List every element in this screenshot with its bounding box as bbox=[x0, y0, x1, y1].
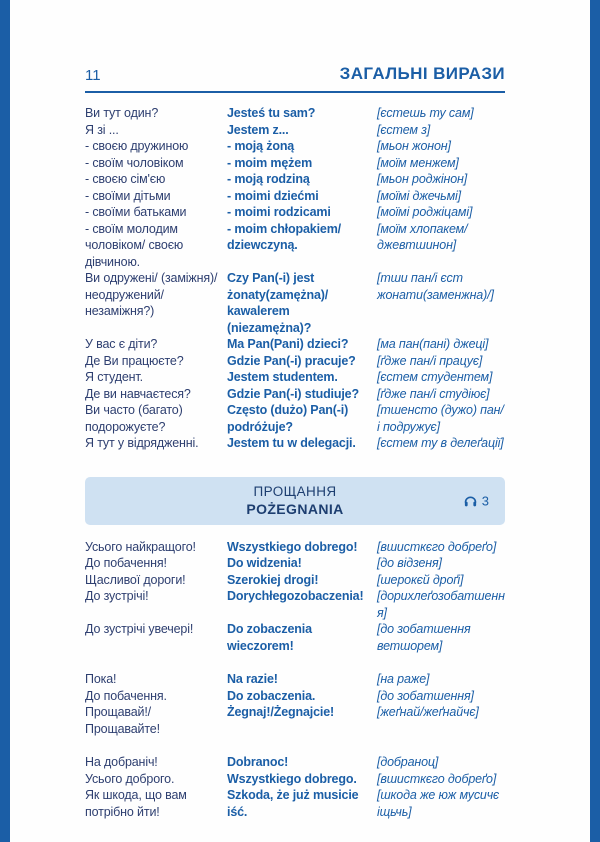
pronunciation-text: [ґдже пан/і студіює] bbox=[377, 386, 490, 401]
banner-title-uk: ПРОЩАННЯ bbox=[253, 483, 337, 499]
polish-phrase: Do widzenia! bbox=[227, 556, 302, 570]
audio-indicator bbox=[463, 493, 489, 508]
pronunciation-text: [шкода же юж мусичє іщьчь] bbox=[377, 788, 500, 819]
pronunciation-text: [моїмі джечьмі] bbox=[377, 188, 461, 203]
phrase-row bbox=[85, 188, 505, 205]
polish-phrase: Jestem z... bbox=[227, 122, 289, 137]
pronunciation-text: [вшисткєго добреґо] bbox=[377, 771, 497, 786]
polish-phrase: - moim mężem bbox=[227, 155, 313, 170]
polish-phrase: Ma Pan(Pani) dzieci? bbox=[227, 337, 349, 351]
pronunciation-text: [вшисткєго добреґо] bbox=[377, 539, 497, 554]
polish-phrase: Czy Pan(-i) jest żonaty(zamężna)/ kawalerem (niezamężna)? bbox=[227, 271, 329, 335]
ukrainian-phrase: До зустрічі увечері! bbox=[85, 622, 194, 636]
pronunciation-text: [шерокєй дроґі] bbox=[377, 572, 464, 587]
polish-phrase: Wszystkiego dobrego. bbox=[227, 771, 357, 786]
pronunciation-text: [до зобатшення ветшорем] bbox=[377, 622, 471, 653]
pronunciation-text: [ма пан(пані) джеці] bbox=[377, 337, 489, 351]
pronunciation-text: [на раже] bbox=[377, 672, 430, 686]
ukrainian-phrase: Щасливої дороги! bbox=[85, 572, 186, 587]
page-title: ЗАГАЛЬНІ ВИРАЗИ bbox=[339, 64, 505, 83]
ukrainian-phrase: Ви часто (багато) подорожуєте? bbox=[85, 403, 183, 434]
section-banner-farewell bbox=[85, 477, 505, 525]
polish-phrase: Żegnaj!/Żegnajcie! bbox=[227, 705, 335, 719]
phrase-row bbox=[85, 369, 505, 386]
ukrainian-phrase: Ви одружені/ (заміжня)/ неодружений/ незаміжня?) bbox=[85, 271, 218, 318]
phrase-row bbox=[85, 572, 505, 589]
polish-phrase: - moją rodziną bbox=[227, 172, 310, 186]
phrase-row bbox=[85, 555, 505, 572]
phrase-table-general bbox=[85, 105, 505, 452]
phrase-row bbox=[85, 435, 505, 452]
pronunciation-text: [жеґнай/жеґнайчє] bbox=[377, 705, 479, 719]
pronunciation-text: [тши пан/і єст жонати(заменжна)/] bbox=[377, 271, 494, 302]
ukrainian-phrase: - своєю дружиною bbox=[85, 139, 189, 153]
pronunciation-text: [моїмі роджіцамі] bbox=[377, 205, 473, 219]
banner-title-pl: POŻEGNANIA bbox=[246, 500, 344, 517]
pronunciation-text: [єстем студентем] bbox=[377, 370, 493, 384]
ukrainian-phrase: До зустрічі! bbox=[85, 589, 149, 603]
phrase-row bbox=[85, 221, 505, 271]
phrase-row bbox=[85, 336, 505, 353]
pronunciation-text: [до зобатшення] bbox=[377, 688, 474, 703]
polish-phrase: Gdzie Pan(-i) pracuje? bbox=[227, 353, 356, 368]
ukrainian-phrase: До побачення. bbox=[85, 688, 167, 703]
pronunciation-text: [дорихлеґозобатшення] bbox=[377, 589, 505, 620]
ukrainian-phrase: Я зі ... bbox=[85, 122, 119, 137]
header-rule bbox=[85, 91, 505, 93]
pronunciation-text: [мьон жонон] bbox=[377, 139, 451, 153]
pronunciation-text: [єстем ту в делеґації] bbox=[377, 436, 504, 450]
phrase-row bbox=[85, 688, 505, 705]
ukrainian-phrase: Усього доброго. bbox=[85, 771, 175, 786]
page-content bbox=[85, 64, 505, 820]
polish-phrase: Często (dużo) Pan(-i) podróżuje? bbox=[227, 403, 349, 434]
ukrainian-phrase: Ви тут один? bbox=[85, 106, 159, 120]
ukrainian-phrase: Де ви навчаєтеся? bbox=[85, 386, 191, 401]
page-header bbox=[85, 64, 505, 84]
polish-phrase: - moimi rodzicami bbox=[227, 205, 331, 219]
phrase-row bbox=[85, 138, 505, 155]
polish-phrase: Jestem tu w delegacji. bbox=[227, 436, 356, 450]
pronunciation-text: [моїм менжем] bbox=[377, 155, 459, 170]
phrase-row bbox=[85, 402, 505, 435]
polish-phrase: Jesteś tu sam? bbox=[227, 106, 316, 120]
phrase-row bbox=[85, 353, 505, 370]
ukrainian-phrase: Пока! bbox=[85, 672, 117, 686]
polish-phrase: - moim chłopakiem/ dziewczyną. bbox=[227, 221, 341, 252]
ukrainian-phrase: Де Ви працюєте? bbox=[85, 353, 184, 368]
polish-phrase: Gdzie Pan(-i) studiuje? bbox=[227, 386, 359, 401]
ukrainian-phrase: На добраніч! bbox=[85, 755, 158, 769]
pronunciation-text: [добраноц] bbox=[377, 755, 439, 769]
ukrainian-phrase: - своїми батьками bbox=[85, 205, 187, 219]
phrase-row bbox=[85, 671, 505, 688]
polish-phrase: Szerokiej drogi! bbox=[227, 572, 319, 587]
phrase-row bbox=[85, 621, 505, 654]
ukrainian-phrase: Усього найкращого! bbox=[85, 539, 196, 554]
polish-phrase: Wszystkiego dobrego! bbox=[227, 539, 358, 554]
polish-phrase: Szkoda, że już musicie iść. bbox=[227, 788, 359, 819]
pronunciation-text: [мьон роджінон] bbox=[377, 172, 468, 186]
ukrainian-phrase: До побачення! bbox=[85, 556, 167, 570]
ukrainian-phrase: Як шкода, що вам потрібно йти! bbox=[85, 788, 187, 819]
polish-phrase: Na razie! bbox=[227, 672, 278, 686]
pronunciation-text: [моїм хлопакем/ джевтшинон] bbox=[377, 221, 468, 252]
headphones-icon bbox=[463, 493, 478, 508]
pronunciation-text: [єстем з] bbox=[377, 122, 431, 137]
polish-phrase: - moimi dziećmi bbox=[227, 188, 319, 203]
pronunciation-text: [до відзеня] bbox=[377, 556, 442, 570]
ukrainian-phrase: - своїми дітьми bbox=[85, 188, 171, 203]
ukrainian-phrase: Я тут у відрядженні. bbox=[85, 436, 199, 450]
phrase-row bbox=[85, 155, 505, 172]
pronunciation-text: [ґдже пан/і працує] bbox=[377, 353, 483, 368]
phrase-row bbox=[85, 787, 505, 820]
phrase-row bbox=[85, 171, 505, 188]
phrase-row bbox=[85, 588, 505, 621]
ukrainian-phrase: Я студент. bbox=[85, 370, 143, 384]
polish-phrase: Dobranoc! bbox=[227, 755, 289, 769]
ukrainian-phrase: У вас є діти? bbox=[85, 337, 158, 351]
phrase-row bbox=[85, 386, 505, 403]
phrase-row bbox=[85, 704, 505, 737]
ukrainian-phrase: Прощавай!/ Прощавайте! bbox=[85, 705, 160, 736]
phrase-row bbox=[85, 204, 505, 221]
phrase-table-farewells bbox=[85, 539, 505, 821]
pronunciation-text: [єстешь ту сам] bbox=[377, 106, 474, 120]
polish-phrase: Jestem studentem. bbox=[227, 370, 338, 384]
ukrainian-phrase: - своїм молодим чоловіком/ своєю дівчиною. bbox=[85, 221, 184, 269]
audio-track-number: 3 bbox=[481, 493, 489, 508]
pronunciation-text: [тшенсто (дужо) пан/і подружує] bbox=[377, 403, 504, 434]
right-edge-bar bbox=[590, 0, 600, 842]
left-edge-bar bbox=[0, 0, 10, 842]
polish-phrase: Do zobaczenia wieczorem! bbox=[227, 622, 312, 653]
phrase-row bbox=[85, 105, 505, 122]
polish-phrase: - moją żoną bbox=[227, 139, 295, 153]
phrase-row bbox=[85, 754, 505, 771]
page-number: 11 bbox=[85, 67, 101, 84]
ukrainian-phrase: - своїм чоловіком bbox=[85, 155, 184, 170]
ukrainian-phrase: - своєю сім'єю bbox=[85, 172, 166, 186]
phrase-row bbox=[85, 270, 505, 336]
phrase-row bbox=[85, 122, 505, 139]
phrase-row bbox=[85, 539, 505, 556]
phrase-row bbox=[85, 771, 505, 788]
polish-phrase: Dorychłegozobaczenia! bbox=[227, 589, 364, 603]
polish-phrase: Do zobaczenia. bbox=[227, 688, 316, 703]
